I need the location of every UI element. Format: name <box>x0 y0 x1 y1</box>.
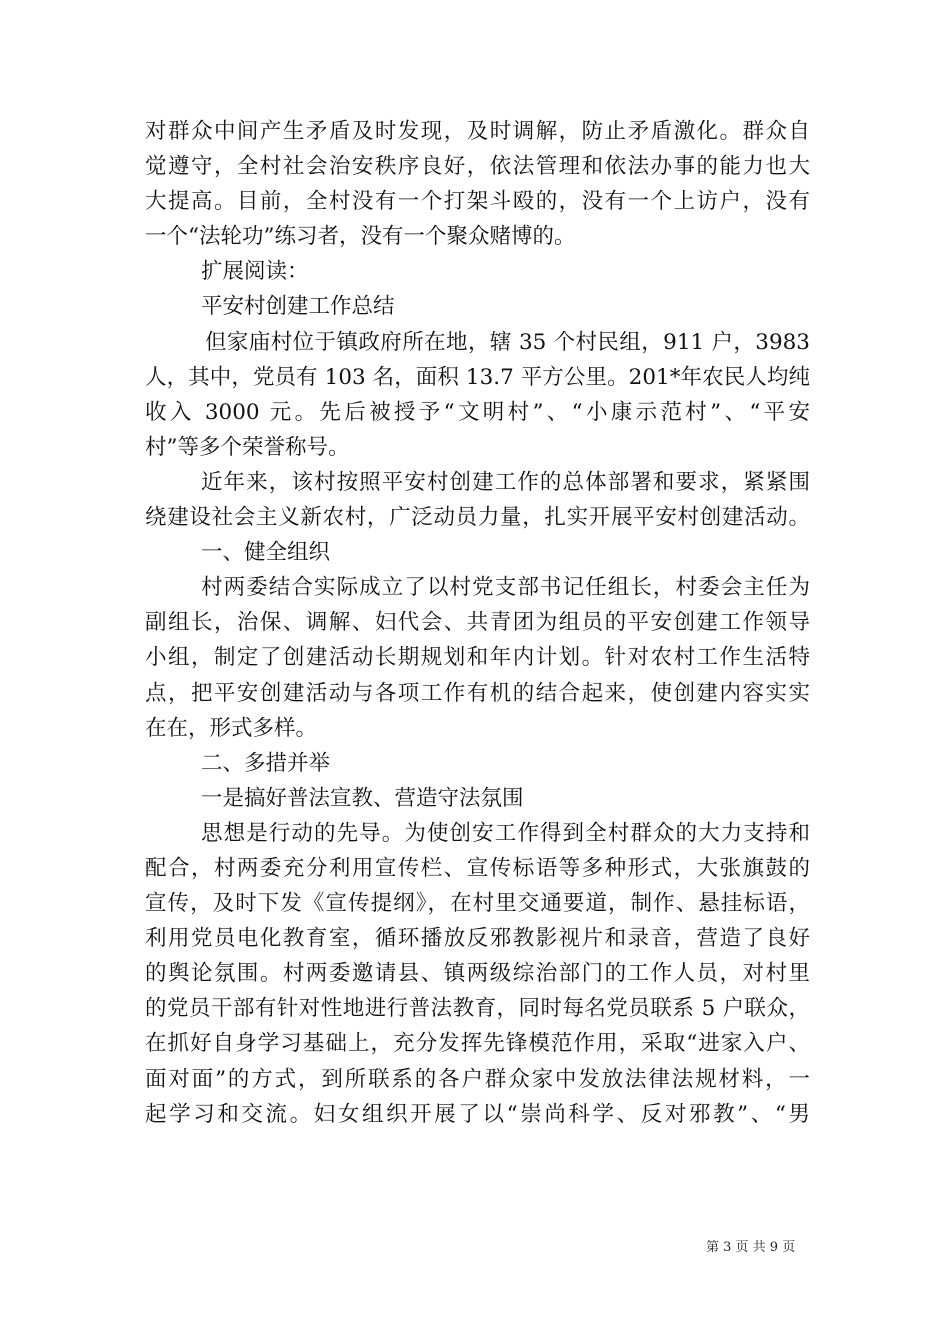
paragraph-line-27: 在抓好自身学习基础上，充分发挥先锋模范作用，采取“进家入户、 <box>145 1031 810 1057</box>
paragraph-line-16: 小组，制定了创建活动长期规划和年内计划。针对农村工作生活特 <box>145 645 810 671</box>
paragraph-line-4: 一个“法轮功”练习者，没有一个聚众赌博的。 <box>145 224 576 250</box>
paragraph-line-26: 的党员干部有针对性地进行普法教育，同时每名党员联系 5 户联众， <box>145 996 810 1022</box>
section-heading-extended-reading: 扩展阅读： <box>201 259 309 285</box>
document-body <box>145 114 810 1132</box>
paragraph-line-28: 面对面”的方式，到所联系的各户群众家中发放法律法规材料，一 <box>145 1066 810 1092</box>
paragraph-line-17: 点，把平安创建活动与各项工作有机的结合起来，使创建内容实实 <box>145 680 810 706</box>
paragraph-line-29: 起学习和交流。妇女组织开展了以“崇尚科学、反对邪教”、“男 <box>145 1101 810 1127</box>
paragraph-line-8: 人，其中，党员有 103 名，面积 13.7 平方公里。201*年农民人均纯 <box>145 364 810 390</box>
section-heading-organization: 一、健全组织 <box>201 540 331 566</box>
paragraph-line-21: 思想是行动的先导。为使创安工作得到全村群众的大力支持和 <box>201 820 810 846</box>
paragraph-line-7: 但家庙村位于镇政府所在地，辖 35 个村民组，911 户，3983 <box>205 329 810 355</box>
paragraph-line-3: 大提高。目前，全村没有一个打架斗殴的，没有一个上访户，没有 <box>145 189 810 215</box>
paragraph-line-2: 觉遵守，全村社会治安秩序良好，依法管理和依法办事的能力也大 <box>145 154 810 180</box>
section-heading-measures: 二、多措并举 <box>201 750 331 776</box>
paragraph-line-12: 绕建设社会主义新农村，广泛动员力量，扎实开展平安村创建活动。 <box>145 505 810 531</box>
paragraph-line-9: 收入 3000 元。先后被授予“文明村”、“小康示范村”、“平安 <box>145 399 810 425</box>
paragraph-line-23: 宣传，及时下发《宣传提纲》，在村里交通要道，制作、悬挂标语， <box>145 891 810 917</box>
paragraph-line-22: 配合，村两委充分利用宣传栏、宣传标语等多种形式，大张旗鼓的 <box>145 855 810 881</box>
subsection-heading-legal-education: 一是搞好普法宣教、营造守法氛围 <box>201 785 524 811</box>
paragraph-line-24: 利用党员电化教育室，循环播放反邪教影视片和录音，营造了良好 <box>145 926 810 952</box>
page-number-footer: 第 3 页 共 9 页 <box>706 1240 796 1255</box>
paragraph-line-25: 的舆论氛围。村两委邀请县、镇两级综治部门的工作人员，对村里 <box>145 961 810 987</box>
paragraph-line-11: 近年来，该村按照平安村创建工作的总体部署和要求，紧紧围 <box>201 469 810 495</box>
paragraph-line-1: 对群众中间产生矛盾及时发现，及时调解，防止矛盾激化。群众自 <box>145 119 810 144</box>
paragraph-line-18: 在在，形式多样。 <box>145 715 318 741</box>
paragraph-line-14: 村两委结合实际成立了以村党支部书记任组长，村委会主任为 <box>201 575 810 601</box>
paragraph-line-15: 副组长，治保、调解、妇代会、共青团为组员的平安创建工作领导 <box>145 610 810 636</box>
article-title: 平安村创建工作总结 <box>201 294 395 320</box>
paragraph-line-10: 村”等多个荣誉称号。 <box>145 434 350 460</box>
